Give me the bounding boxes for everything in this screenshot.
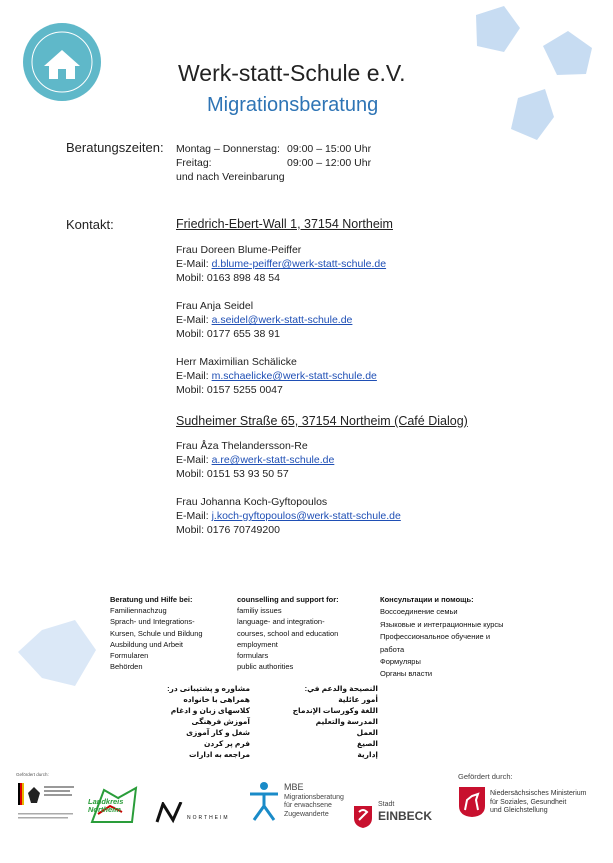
hours-day-1: Montag – Donnerstag:	[176, 143, 280, 155]
footer-item: Органы власти	[380, 669, 433, 679]
email-link[interactable]: m.schaelicke@werk-statt-schule.de	[211, 370, 377, 382]
contact-card	[176, 355, 377, 397]
landkreis-label: Landkreis Northeim	[88, 797, 124, 814]
contact-card	[176, 495, 401, 537]
footer-russian	[380, 594, 504, 681]
mbe-figure-icon	[248, 780, 280, 822]
email-link[interactable]: j.koch-gyftopoulos@werk-statt-schule.de	[211, 510, 401, 522]
ministry-gefoerdert-label: Gefördert durch:	[16, 772, 49, 777]
footer-item: Sprach- und Integrations-	[110, 617, 195, 627]
footer-item: Familiennachzug	[110, 606, 167, 616]
contact-name: Frau Anja Seidel	[176, 300, 254, 312]
footer-item: شغل و کار آموزی	[186, 728, 250, 737]
footer-item: العمل	[356, 728, 378, 737]
footer-item: Formularen	[110, 651, 149, 661]
footer-item: Формуляры	[380, 657, 421, 667]
contact-name: Frau Johanna Koch-Gyftopoulos	[176, 496, 328, 508]
footer-item: public authorities	[237, 662, 294, 672]
footer-heading: النصيحة والدعم في:	[304, 684, 378, 693]
gefoerdert-label: Gefördert durch:	[458, 772, 513, 781]
footer-item: Воссоединение семьи	[380, 607, 458, 617]
footer-item: language- and integration-	[237, 617, 325, 627]
federal-eagle-icon	[16, 777, 78, 825]
footer-persian	[150, 683, 250, 760]
contact-label: Kontakt:	[66, 217, 114, 232]
nds-line: Niedersächsisches Ministerium	[490, 790, 587, 797]
footer-english	[237, 594, 339, 672]
footer-item: کلاسهای زبان و ادغام	[170, 706, 250, 715]
nds-line: für Soziales, Gesundheit	[490, 798, 567, 806]
address-2: Sudheimer Straße 65, 37154 Northeim (Café Dialog)	[176, 414, 468, 428]
footer-heading: Консультации и помощь:	[380, 595, 474, 604]
contact-card	[176, 439, 334, 481]
contact-name: Frau Åza Thelandersson-Re	[176, 440, 308, 452]
pentagon-decoration-top	[440, 0, 613, 160]
contact-mobile: Mobil: 0176 70749200	[176, 524, 280, 536]
contact-card	[176, 243, 386, 285]
footer-item: فرم پر کردن	[204, 739, 250, 748]
email-label: E-Mail:	[176, 314, 209, 326]
footer-heading: counselling and support for:	[237, 595, 339, 604]
footer-item: آموزش فرهنگی	[191, 717, 250, 726]
sponsor-logos	[0, 772, 613, 842]
email-label: E-Mail:	[176, 510, 209, 522]
footer-item: همراهی با خانواده	[183, 695, 250, 704]
hours-day-2: Freitag:	[176, 157, 212, 169]
mbe-title: MBE	[284, 782, 304, 792]
address-1: Friedrich-Ebert-Wall 1, 37154 Northeim	[176, 217, 393, 231]
email-label: E-Mail:	[176, 258, 209, 270]
nds-line: und Gleichstellung	[490, 807, 548, 815]
northeim-n-icon	[155, 802, 183, 824]
contact-mobile: Mobil: 0157 5255 0047	[176, 384, 283, 396]
footer-item: اللغة وكورسات الإندماج	[292, 706, 378, 715]
niedersachsen-horse-icon	[458, 786, 486, 818]
einbeck-stadt: Stadt	[378, 801, 395, 808]
northeim-label: NORTHEIM	[187, 815, 230, 821]
northeim-logo	[155, 802, 230, 829]
footer-item: formulars	[237, 651, 269, 661]
contact-mobile: Mobil: 0151 53 93 50 57	[176, 468, 289, 480]
footer-item: مراجعه به ادارات	[188, 750, 250, 759]
footer-item: работа	[380, 644, 405, 654]
page-subtitle: Migrationsberatung	[207, 94, 379, 116]
email-label: E-Mail:	[176, 454, 209, 466]
hours-label: Beratungszeiten:	[66, 140, 164, 155]
mbe-subtitle-line: Zugewanderte	[284, 810, 329, 818]
footer-heading: Beratung und Hilfe bei:	[110, 595, 193, 604]
hours-time-2: 09:00 – 12:00 Uhr	[287, 157, 372, 169]
mbe-subtitle-line: Migrationsberatung	[284, 794, 344, 801]
contact-mobile: Mobil: 0177 655 38 91	[176, 328, 280, 340]
footer-item: Ausbildung und Arbeit	[110, 639, 183, 649]
footer-item: courses, school and education	[237, 628, 339, 638]
footer-arabic	[278, 683, 378, 760]
footer-heading: مشاوره و پشتیبانی در:	[167, 684, 250, 693]
email-link[interactable]: a.re@werk-statt-schule.de	[211, 454, 335, 466]
pentagon-decoration-bottom	[0, 600, 125, 710]
einbeck-label: EINBECK	[378, 809, 433, 823]
footer-item: employment	[237, 639, 278, 649]
einbeck-crest-icon	[352, 804, 374, 828]
werk-statt-schule-logo	[22, 22, 102, 102]
contact-name: Herr Maximilian Schälicke	[176, 356, 297, 368]
footer-item: familiy issues	[237, 606, 282, 616]
mbe-subtitle-line: für erwachsene	[284, 802, 332, 810]
footer-item: المدرسة والتعليم	[315, 717, 378, 726]
federal-ministry-logo	[16, 772, 78, 830]
footer-item: Профессиональное обучение и	[380, 632, 491, 642]
footer-item: إدارية	[357, 750, 378, 759]
footer-item: Behörden	[110, 662, 143, 672]
hours-time-1: 09:00 – 15:00 Uhr	[287, 143, 372, 155]
hours-note: und nach Vereinbarung	[176, 171, 285, 183]
email-link[interactable]: d.blume-peiffer@werk-statt-schule.de	[211, 258, 387, 270]
page-title: Werk-statt-Schule e.V.	[178, 60, 406, 86]
contact-card	[176, 299, 352, 341]
email-link[interactable]: a.seidel@werk-statt-schule.de	[211, 314, 353, 326]
niedersachsen-logo	[458, 772, 587, 815]
email-label: E-Mail:	[176, 370, 209, 382]
mbe-subtitle	[284, 794, 344, 819]
contact-name: Frau Doreen Blume-Peiffer	[176, 244, 302, 256]
footer-item: الصيغ	[357, 739, 378, 748]
landkreis-logo	[88, 784, 140, 829]
einbeck-logo	[352, 801, 433, 833]
footer-german	[110, 594, 203, 672]
footer-item: أمور عائلية	[338, 695, 378, 704]
footer-item: Kursen, Schule und Bildung	[110, 628, 203, 638]
footer-item: Языковые и интеграционные курсы	[380, 619, 504, 629]
nds-ministry-text	[490, 790, 586, 816]
contact-mobile: Mobil: 0163 898 48 54	[176, 272, 280, 284]
mbe-logo	[248, 780, 344, 827]
